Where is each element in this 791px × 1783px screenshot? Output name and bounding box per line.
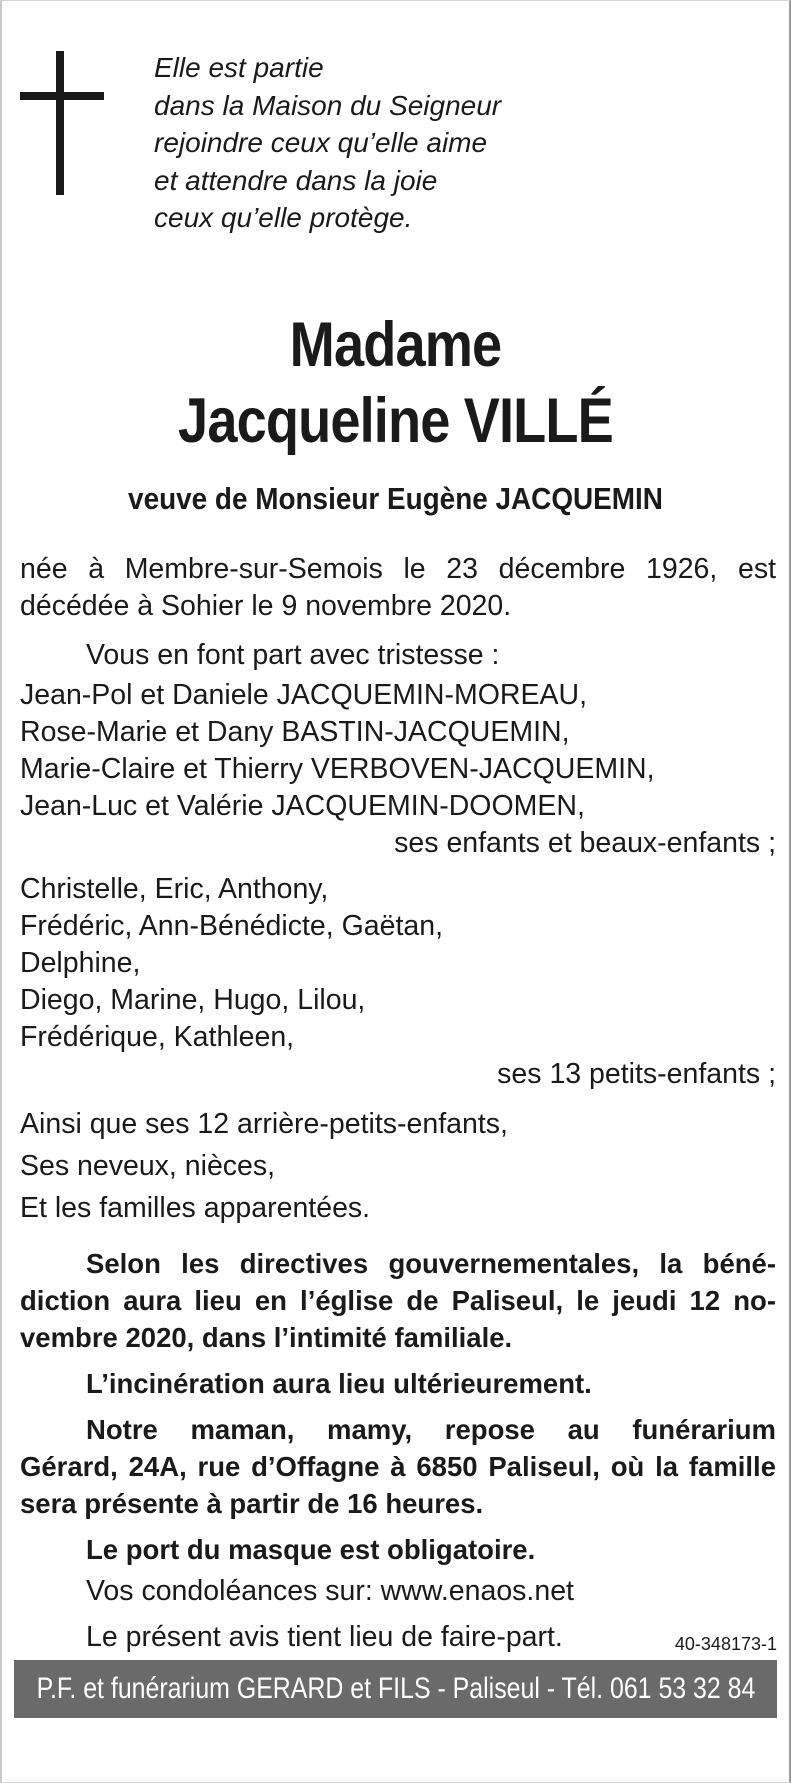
- ceremony-line: vembre 2020, dans l’intimité familiale.: [20, 1322, 513, 1353]
- poem-line: ceux qu’elle protège.: [154, 202, 413, 233]
- children-label: ses enfants et beaux-enfants ;: [394, 827, 776, 859]
- children-list: [20, 677, 776, 862]
- list-item: Marie-Claire et Thierry VERBOVEN-JACQUEMIN,: [20, 753, 655, 785]
- funerarium-line: Gérard, 24A, rue d’Offagne à 6850 Paliseul, où la famille: [20, 1451, 776, 1482]
- mask-notice: Le port du masque est obligatoire.: [86, 1534, 536, 1565]
- funerarium-line: Notre maman, mamy, repose au funérarium: [86, 1414, 776, 1445]
- birth-death: [20, 551, 776, 625]
- condolences: Vos condoléances sur: www.enaos.net: [86, 1575, 574, 1607]
- other-family: [20, 1103, 776, 1229]
- list-item: Jean-Luc et Valérie JACQUEMIN-DOOMEN,: [20, 790, 585, 822]
- poem-line: Elle est partie: [154, 52, 324, 83]
- death-line: décédée à Sohier le 9 novembre 2020.: [20, 590, 512, 622]
- incineration-info: L’incinération aura lieu ultérieurement.: [86, 1368, 592, 1399]
- list-item: Delphine,: [20, 947, 141, 979]
- birth-line: née à Membre-sur-Semois le 23 décembre 1926, est: [20, 553, 776, 585]
- funerarium-info: [20, 1411, 776, 1522]
- poem: [154, 49, 501, 237]
- list-item: Diego, Marine, Hugo, Lilou,: [20, 984, 366, 1016]
- ceremony-line: diction aura lieu en l’église de Paliseul, le jeudi 12 no-: [20, 1285, 776, 1316]
- list-item: Et les familles apparentées.: [20, 1192, 371, 1224]
- list-item: Ses neveux, nièces,: [20, 1150, 276, 1182]
- funeral-home-banner: [14, 1660, 777, 1718]
- ceremony-info: [20, 1245, 776, 1356]
- list-item: Frédéric, Ann-Bénédicte, Gaëtan,: [20, 910, 443, 942]
- reference-number: 40-348173-1: [674, 1634, 777, 1654]
- poem-line: rejoindre ceux qu’elle aime: [154, 127, 488, 158]
- poem-line: dans la Maison du Seigneur: [154, 89, 502, 121]
- ceremony-line: Selon les directives gouvernementales, la béné-: [86, 1248, 776, 1279]
- widow-of: veuve de Monsieur Eugène JACQUEMIN: [128, 481, 663, 516]
- grandchildren-label: ses 13 petits-enfants ;: [497, 1058, 776, 1090]
- list-item: Ainsi que ses 12 arrière-petits-enfants,: [20, 1108, 508, 1140]
- list-item: Frédérique, Kathleen,: [20, 1021, 295, 1053]
- notice-note: Le présent avis tient lieu de faire-part.: [86, 1621, 563, 1653]
- announce: Vous en font part avec tristesse :: [86, 639, 500, 671]
- funeral-home-text: P.F. et funérarium GERARD et FILS - Paliseul - Tél. 061 53 32 84: [36, 1672, 755, 1705]
- grandchildren-list: [20, 871, 776, 1093]
- list-item: Christelle, Eric, Anthony,: [20, 873, 329, 905]
- list-item: Rose-Marie et Dany BASTIN-JACQUEMIN,: [20, 716, 570, 748]
- poem-line: et attendre dans la joie: [154, 164, 438, 196]
- funerarium-line: sera présente à partir de 16 heures.: [20, 1488, 484, 1519]
- cross-icon: [20, 51, 104, 195]
- honorific: Madame: [289, 310, 502, 380]
- list-item: Jean-Pol et Daniele JACQUEMIN-MOREAU,: [20, 679, 587, 711]
- deceased-name: Jacqueline VILLÉ: [178, 386, 613, 456]
